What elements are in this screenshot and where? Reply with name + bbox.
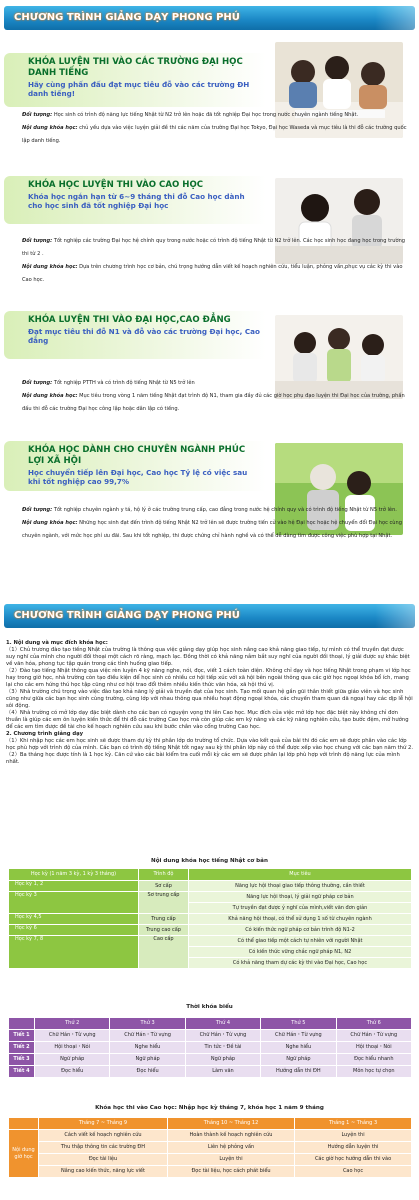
table-header: Tháng 7 ~ Tháng 9 bbox=[39, 1118, 168, 1130]
table-row bbox=[9, 1030, 412, 1042]
table-header: Thứ 6 bbox=[336, 1018, 411, 1030]
table-cell: Năng lực hội thoại giao tiếp thông thường, cần thiết bbox=[189, 881, 412, 892]
table-cell: Ngữ pháp bbox=[185, 1054, 260, 1066]
target-label: Đối tượng: bbox=[22, 380, 53, 386]
table-row bbox=[9, 1042, 412, 1054]
table-cell: Thu thập thông tin các trường ĐH bbox=[39, 1142, 168, 1154]
course-subtitle: Học chuyển tiếp lên Đại học, Cao học Tỷ lệ có việc sau khi tốt nghiệp cao 99,7% bbox=[28, 468, 248, 486]
table-header: Trình độ bbox=[139, 869, 189, 881]
course-title: KHÓA LUYỆN THI VÀO CÁC TRƯỜNG ĐẠI HỌC DANH TIẾNG bbox=[28, 57, 243, 78]
table-cell: Nội dung giờ học bbox=[9, 1130, 39, 1178]
target-label: Đối tượng: bbox=[22, 238, 53, 244]
table-row bbox=[9, 1066, 412, 1078]
course-details bbox=[22, 109, 412, 148]
course-social-welfare bbox=[4, 437, 415, 597]
table-cell: Có kiến thức vững chắc ngữ pháp N1, N2 bbox=[189, 947, 412, 958]
content-text: chủ yếu dựa vào việc luyện giải đề thi các năm của trường Đại học Tokyo, Đại học Waseda và mục tiêu là thi đỗ các trường quốc lập danh tiếng. bbox=[22, 125, 407, 144]
table-cell: Ngữ pháp bbox=[35, 1054, 110, 1066]
table-cell: Hướng dẫn thi ĐH bbox=[261, 1066, 336, 1078]
paragraph: （2）Đào tạo tiếng Nhật thông qua việc rèn luyện 4 kỹ năng nghe, nói, đọc, viết 1 cách toàn diện. Không chỉ dạy và học tiếng Nhật trong phạm vi lớp học hay trong giờ học, nhà trường còn tạo điều kiện để học sinh có nhiều cơ hội tiếp xúc với xã hội bên ngoài thông qua các giờ học ngoại khóa bổ ích, mang lại cho các em hứng thú học tập cũng như cơ hội trao đổi thêm nhiều kiến thức văn hóa, xã hội thú vị. bbox=[6, 668, 411, 688]
target-label: Đối tượng: bbox=[22, 507, 53, 513]
table-cell: Cao cấp bbox=[139, 936, 189, 969]
table-cell: Tự truyền đạt được ý nghĩ của mình,viết văn đơn giản bbox=[189, 903, 412, 914]
timetable bbox=[8, 1017, 412, 1078]
target-label: Đối tượng: bbox=[22, 112, 53, 118]
course-title: KHÓA LUYỆN THI VÀO ĐẠI HỌC,CAO ĐẲNG bbox=[28, 315, 231, 325]
content-label: Nội dung khóa học: bbox=[22, 393, 78, 399]
content-text: Mục tiêu trong vòng 1 năm tiếng Nhật đạt trình độ N1, tham gia đầy đủ các giờ học phụ đạo luyện thi Đại học của trường, phấn đấu thi đỗ các trường Đại học công lập hoặc dân lập có tiếng. bbox=[22, 393, 405, 412]
paragraph: （3）Nhà trường chú trọng vào việc đào tạo khả năng lý giải và truyền đạt của học sinh. Tạo mối quan hệ gần gũi thân thiết giữa giáo viên và học sinh cũng như giữa các bạn học sinh cùng trường, cùng lớp với nhau thông qua nhiều hoạt động ngoại khóa, các chuyến tham quan dã ngoại hay các dịp lễ hội sôi động. bbox=[6, 689, 413, 709]
section-heading: 2. Chương trình giảng dạy bbox=[6, 731, 84, 737]
paragraph: （4）Nhà trường có mở lớp dạy đặc biệt dành cho các bạn có nguyện vọng thi lên Cao học. Mục đích của việc mở lớp học đặc biệt này không chỉ đơn thuần là giúp các em ôn luyện kiến thức để thi đỗ các trường Cao học mà còn giúp các em kỹ năng và các kỹ năng nghiên cứu, tạo bước đệm, mở hướng để các em tìm được đề tài cho kế hoạch nghiên cứu sau khi bước chân vào cổng trường Cao học. bbox=[6, 710, 409, 730]
table-cell: Tiết 3 bbox=[9, 1054, 35, 1066]
table-cell: Liên hệ phỏng vấn bbox=[167, 1142, 294, 1154]
section-heading: 1. Nội dung và mục đích khóa học: bbox=[6, 640, 108, 646]
table-title: Khóa học thi vào Cao học: Nhập học kỳ tháng 7, khóa học 1 năm 9 tháng bbox=[95, 1105, 324, 1111]
table-cell: Có khả năng tham dự các kỳ thi vào Đại học, Cao học bbox=[189, 958, 412, 969]
course-subtitle: Đạt mục tiêu thi đỗ N1 và đỗ vào các trường Đại học, Cao đẳng bbox=[28, 327, 260, 345]
table-cell: Hội thoại・Nói bbox=[336, 1042, 411, 1054]
table-cell: Ngữ pháp bbox=[110, 1054, 185, 1066]
table-cell: Luyện thi bbox=[295, 1130, 412, 1142]
content-text: Dựa trên chương trình học cơ bản, chú trọng hướng dẫn viết kế hoạch nghiên cứu, tiểu luận, phỏng vấn,phục vụ các kỳ thi vào Cao học. bbox=[22, 264, 403, 283]
content-label: Nội dung khóa học: bbox=[22, 125, 78, 131]
course-subtitle: Hãy cùng phấn đấu đạt mục tiêu đỗ vào các trường ĐH danh tiếng! bbox=[28, 80, 250, 98]
table-cell: Năng lực hội thoại, lý giải ngữ pháp cơ bản bbox=[189, 892, 412, 903]
target-text: Tốt nghiệp PTTH và có trình độ tiếng Nhật từ N5 trở lên bbox=[53, 380, 195, 386]
content-text: Những học sinh đạt đến trình độ tiếng Nhật N2 trở lên sẽ được trường tiến cử vào hệ Đại học hoặc hệ chuyển đổi Đại học cùng chuyên ngành, với mức học phí ưu đãi. Sau khi tốt nghiệp, thi được chứng chỉ hành nghề và có thể dễ dàng tìm được công việc phù hợp tại Nhật. bbox=[22, 520, 402, 539]
table-cell: Học kỳ 4,5 bbox=[9, 914, 139, 925]
table-cell: Đọc tài liệu, học cách phát biểu bbox=[167, 1166, 294, 1178]
course-title: KHÓA HỌC LUYỆN THI VÀO CAO HỌC bbox=[28, 180, 204, 190]
table-cell: Chữ Hán・Từ vựng bbox=[110, 1030, 185, 1042]
course-graduate-prep bbox=[4, 170, 415, 305]
course-top-universities bbox=[4, 40, 415, 170]
table-cell: Sơ cấp bbox=[139, 881, 189, 892]
course-header bbox=[4, 53, 266, 107]
course-details bbox=[22, 504, 412, 543]
table-title: Thời khóa biểu bbox=[186, 1004, 233, 1010]
table-header: Thứ 5 bbox=[261, 1018, 336, 1030]
table-cell: Sơ trung cấp bbox=[139, 892, 189, 914]
course-subtitle: Khóa học ngắn hạn từ 6~9 tháng thi đỗ Cao học dành cho học sinh đã tốt nghiệp Đại học bbox=[28, 192, 245, 210]
table-cell: Đọc tài liệu bbox=[39, 1154, 168, 1166]
course-details bbox=[22, 235, 412, 287]
table-cell: Chữ Hán・Từ vựng bbox=[185, 1030, 260, 1042]
table-cell: Chữ Hán・Từ vựng bbox=[35, 1030, 110, 1042]
table-cell: Tiết 2 bbox=[9, 1042, 35, 1054]
table-header: Thứ 3 bbox=[110, 1018, 185, 1030]
graduate-course-table bbox=[8, 1117, 412, 1178]
table-title: Nội dung khóa học tiếng Nhật cơ bản bbox=[151, 858, 268, 864]
table-header: Tháng 1 ~ Tháng 3 bbox=[295, 1118, 412, 1130]
table-cell: Trung cấp bbox=[139, 914, 189, 925]
table-cell: Chữ Hán・Từ vựng bbox=[336, 1030, 411, 1042]
table-cell: Học kỳ 7, 8 bbox=[9, 936, 139, 969]
curriculum-text bbox=[6, 640, 414, 766]
table-cell: Học kỳ 1, 2 bbox=[9, 881, 139, 892]
table-cell: Đọc hiểu bbox=[35, 1066, 110, 1078]
table-cell: Tiết 4 bbox=[9, 1066, 35, 1078]
table-cell: Khả năng hội thoại, có thể sử dụng 1 số từ chuyên ngành bbox=[189, 914, 412, 925]
table-header: Học kỳ (1 năm 3 kỳ, 1 kỳ 3 tháng) bbox=[9, 869, 139, 881]
table-header bbox=[9, 1018, 35, 1030]
table-cell: Nghe hiểu bbox=[110, 1042, 185, 1054]
course-header bbox=[4, 311, 266, 359]
table-cell: Hội thoại・Nói bbox=[35, 1042, 110, 1054]
target-text: Tốt nghiệp chuyên ngành y tá, hộ lý ở các trường trung cấp, cao đẳng trong nước hệ chính quy và có trình độ tiếng Nhật từ N5 trở lên. bbox=[53, 507, 397, 513]
table-cell: Tin tức・Đề tài bbox=[185, 1042, 260, 1054]
table-cell: Học kỳ 6 bbox=[9, 925, 139, 936]
table-cell: Hoàn thành kế hoạch nghiên cứu bbox=[167, 1130, 294, 1142]
table-cell: Nghe hiểu bbox=[261, 1042, 336, 1054]
table-cell: Có kiến thức ngữ pháp cơ bản trình độ N1-2 bbox=[189, 925, 412, 936]
content-label: Nội dung khóa học: bbox=[22, 520, 78, 526]
course-title: KHÓA HỌC DÀNH CHO CHUYÊN NGÀNH PHÚC LỢI XÃ HỘI bbox=[28, 445, 246, 466]
table-cell: Các giờ học hướng dẫn thi vào bbox=[295, 1154, 412, 1166]
target-text: Học sinh có trình độ năng lực tiếng Nhật từ N2 trở lên hoặc đã tốt nghiệp Đại học trong nước chuyên ngành tiếng Nhật. bbox=[53, 112, 359, 118]
course-university-college bbox=[4, 305, 415, 437]
table-header: Mục tiêu bbox=[189, 869, 412, 881]
table-cell: Ngữ pháp bbox=[261, 1054, 336, 1066]
section-banner-top: CHƯƠNG TRÌNH GIẢNG DẠY PHONG PHÚ bbox=[4, 6, 415, 30]
table-cell: Đọc hiểu nhanh bbox=[336, 1054, 411, 1066]
paragraph: （1）Chủ trương đào tạo tiếng Nhật của trường là thông qua việc giảng dạy giúp học sinh nâng cao khả năng giao tiếp, tự mình có thể truyền đạt được suy nghĩ của mình cho người đối thoại một cách rõ ràng, mạch lạc. Đồng thời có khả năng nắm bắt suy nghĩ của người đối thoại, lý giải được sự khác biệt về văn hóa, phong tục tập quán trong các tình huống giao tiếp. bbox=[6, 647, 410, 667]
basic-course-table bbox=[8, 868, 412, 969]
table-cell: Có thể giao tiếp một cách tự nhiên với người Nhật bbox=[189, 936, 412, 947]
content-label: Nội dung khóa học: bbox=[22, 264, 78, 270]
table-cell: Học kỳ 3 bbox=[9, 892, 139, 914]
table-cell: Trung cao cấp bbox=[139, 925, 189, 936]
table-cell: Đọc hiểu bbox=[110, 1066, 185, 1078]
table-cell: Môn học tự chọn bbox=[336, 1066, 411, 1078]
course-details bbox=[22, 377, 412, 416]
table-cell: Luyện thi bbox=[167, 1154, 294, 1166]
course-header bbox=[4, 176, 266, 224]
table-row bbox=[9, 1054, 412, 1066]
target-text: Tốt nghiệp các trường Đại học hệ chính quy trong nước hoặc có trình độ tiếng Nhật từ N2 trở lên. Các học sinh học đang học trong trường thi từ 2 . bbox=[22, 238, 406, 257]
table-cell: Cao học bbox=[295, 1166, 412, 1178]
table-cell: Chữ Hán・Từ vựng bbox=[261, 1030, 336, 1042]
table-header bbox=[9, 1118, 39, 1130]
table-header: Thứ 2 bbox=[35, 1018, 110, 1030]
paragraph: （1）Khi nhập học các em học sinh sẽ được tham dự kỳ thi phân lớp do trường tổ chức. Dựa vào kết quả của bài thi đó các em sẽ được phân vào các lớp học phù hợp với trình độ của mình. Các bạn có trình độ tiếng Nhật tốt ngay sau kỳ thi phân lớp này có thể được xếp vào học chung với các bạn năm thứ 2. bbox=[6, 738, 414, 751]
course-header bbox=[4, 441, 266, 491]
table-cell: Làm văn bbox=[185, 1066, 260, 1078]
section-banner-curriculum: CHƯƠNG TRÌNH GIẢNG DẠY PHONG PHÚ bbox=[4, 604, 415, 628]
table-cell: Hướng dẫn luyện thi bbox=[295, 1142, 412, 1154]
table-header: Tháng 10 ~ Tháng 12 bbox=[167, 1118, 294, 1130]
table-cell: Nâng cao kiến thức, năng lực viết bbox=[39, 1166, 168, 1178]
table-cell: Cách viết kế hoạch nghiên cứu bbox=[39, 1130, 168, 1142]
paragraph: （2）Ba tháng học được tính là 1 học kỳ. Căn cứ vào các bài kiểm tra cuối mỗi kỳ các em sẽ được phân lại lớp phù hợp với trình độ năng lực của mình nhất. bbox=[6, 752, 400, 765]
table-cell: Tiết 1 bbox=[9, 1030, 35, 1042]
table-header: Thứ 4 bbox=[185, 1018, 260, 1030]
